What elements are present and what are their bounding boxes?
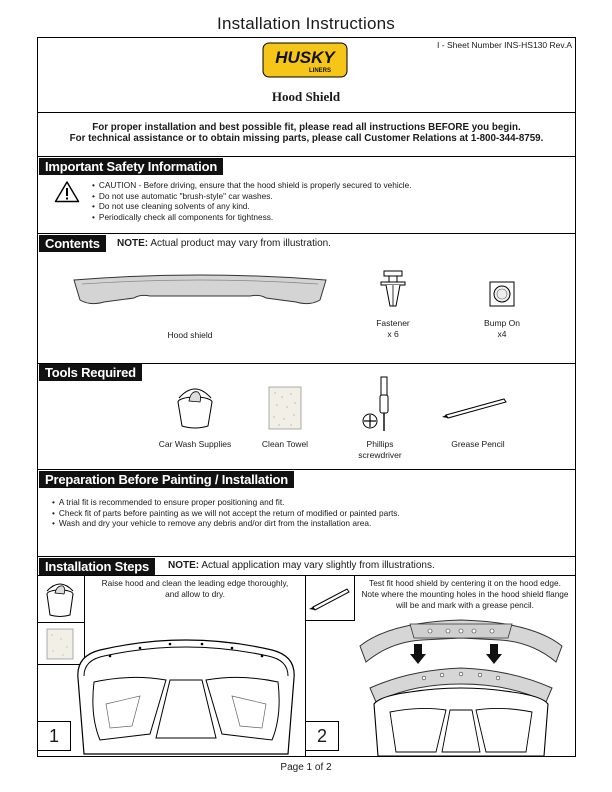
intro-line-1: For proper installation and best possible fit, please read all instructions BEFORE you begin. [92,122,521,133]
grease-pencil-icon [440,395,510,419]
note-text: Actual application may vary slightly from illustrations. [201,560,435,571]
divider [37,112,576,113]
page-title: Installation Instructions [217,14,395,33]
hood-shield-illustration [70,272,330,316]
contents-caption-hood-shield: Hood shield [167,330,213,340]
fastener-icon [378,268,408,310]
list-item: • Periodically check all components for tightness. [92,212,412,223]
divider [37,233,576,234]
sheet-number: I - Sheet Number INS-HS130 Rev.A [437,40,572,50]
phillips-screwdriver-icon [360,375,398,435]
divider [37,156,576,157]
step-1-hood-illustration [70,626,302,756]
steps-note [168,560,435,571]
tools-caption-grease-pencil: Grease Pencil [451,439,505,449]
bucket-icon [172,384,218,430]
note-label: NOTE: [117,238,149,249]
step-1-text-2: and allow to dry. [165,589,225,599]
note-text: Actual product may vary from illustration. [150,238,331,249]
step-2-thumb-pencil [305,575,355,621]
preparation-list [52,497,400,529]
contents-qty-bump-on: x4 [497,329,507,339]
list-item: • Do not use automatic "brush-style" car washes. [92,191,412,202]
grease-pencil-icon [305,575,353,619]
safety-heading: Important Safety Information [39,158,223,175]
step-2-text-3: will be and mark with a grease pencil. [396,600,534,610]
step-1-thumb-bucket [37,575,85,623]
logo-brand-text: HUSKY [275,48,335,67]
list-item: • Wash and dry your vehicle to remove any debris and/or dirt from the installation area. [52,518,400,529]
divider [37,469,576,470]
list-item: • Check fit of parts before painting as we will not accept the return of modified or painted parts. [52,508,400,519]
step-1-number: 1 [37,721,71,751]
husky-liners-logo [262,42,348,78]
contents-qty-fastener: x 6 [387,329,399,339]
step-2-text-2: Note where the mounting holes in the hood shield flange [361,589,569,599]
contents-note [117,238,331,249]
intro-line-2: For technical assistance or to obtain missing parts, please call Customer Relations at 1-800-344-8759. [69,133,544,144]
logo-sub-text: LINERS [308,68,332,74]
tools-heading: Tools Required [39,364,142,381]
step-2-fit-illustration [350,612,572,756]
tools-caption-car-wash: Car Wash Supplies [158,439,232,449]
towel-icon [267,385,303,431]
bump-on-icon [488,280,516,308]
step-2-text-1: Test fit hood shield by centering it on the hood edge. [369,578,561,588]
preparation-heading: Preparation Before Painting / Installation [39,471,294,488]
page-number: Page 1 of 2 [280,762,332,773]
tools-caption-screwdriver-2: screwdriver [358,450,402,460]
step-1-text-1: Raise hood and clean the leading edge thoroughly, [101,578,289,588]
contents-caption-bump-on: Bump On [484,318,520,328]
contents-caption-fastener: Fastener [376,318,410,328]
product-name: Hood Shield [271,89,341,104]
tools-caption-screwdriver: Phillips [366,439,394,449]
list-item: • A trial fit is recommended to ensure proper positioning and fit. [52,497,400,508]
list-item: • Do not use cleaning solvents of any kind. [92,201,412,212]
divider [37,556,576,557]
warning-triangle-icon [54,180,80,204]
tools-caption-towel: Clean Towel [261,439,309,449]
safety-list [92,180,412,222]
contents-heading: Contents [39,235,106,252]
step-2-number: 2 [305,721,339,751]
note-label: NOTE: [168,560,200,571]
steps-heading: Installation Steps [39,558,155,575]
list-item: • CAUTION - Before driving, ensure that the hood shield is properly secured to vehicle. [92,180,412,191]
bucket-icon [37,575,83,621]
